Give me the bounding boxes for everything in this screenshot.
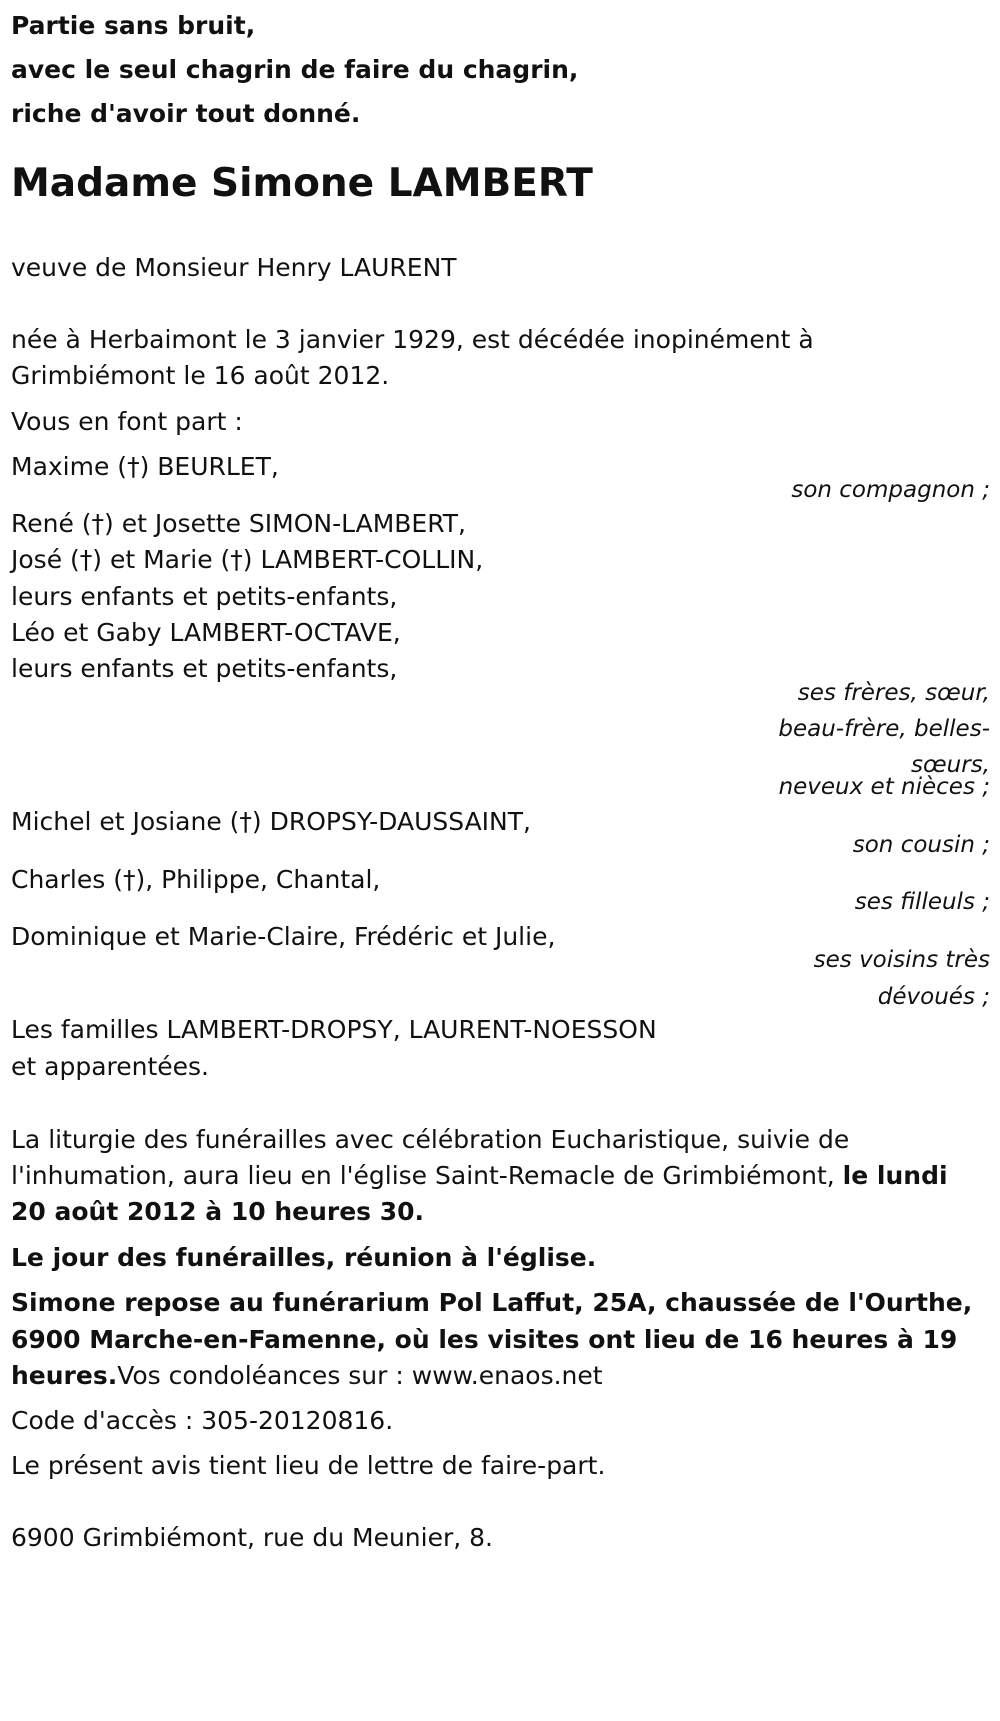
godchildren-role: ses filleuls ; — [854, 889, 990, 915]
condolences: Vos condoléances sur : www.enaos.net — [117, 1361, 603, 1390]
funeral-date: 20 août 2012 à 10 heures 30. — [11, 1197, 425, 1226]
siblings-role-line-1: ses frères, sœur, — [797, 680, 990, 706]
siblings-line-4: Léo et Gaby LAMBERT-OCTAVE, — [11, 618, 401, 647]
announce-intro: Vous en font part : — [11, 407, 243, 436]
birth-death-line-2: Grimbiémont le 16 août 2012. — [11, 361, 390, 390]
siblings-line-3: leurs enfants et petits-enfants, — [11, 582, 398, 611]
epigraph-line-2: avec le seul chagrin de faire du chagrin, — [11, 55, 579, 84]
siblings-role-line-2: beau-frère, belles- — [778, 716, 990, 742]
rest-line-1: Simone repose au funérarium Pol Laffut, 25A, chaussée de l'Ourthe, — [11, 1288, 973, 1317]
siblings-line-2: José (†) et Marie (†) LAMBERT-COLLIN, — [11, 545, 484, 574]
meeting-note: Le jour des funérailles, réunion à l'église. — [11, 1243, 597, 1272]
neighbors-role-line-2: dévoués ; — [877, 984, 990, 1010]
rest-line-2: 6900 Marche-en-Famenne, où les visites ont lieu de 16 heures à 19 — [11, 1325, 958, 1354]
siblings-line-1: René (†) et Josette SIMON-LAMBERT, — [11, 509, 466, 538]
cousin-role: son cousin ; — [852, 832, 990, 858]
funeral-line-2 — [11, 1156, 948, 1196]
siblings-line-5: leurs enfants et petits-enfants, — [11, 654, 398, 683]
notice: Le présent avis tient lieu de lettre de faire-part. — [11, 1451, 606, 1480]
siblings-role-line-3: sœurs, — [911, 752, 990, 778]
families-line-1: Les familles LAMBERT-DROPSY, LAURENT-NOESSON — [11, 1015, 657, 1044]
rest-line-3 — [11, 1356, 603, 1396]
funeral-line-2-text: l'inhumation, aura lieu en l'église Saint-Remacle de Grimbiémont, — [11, 1161, 835, 1190]
godchildren-name: Charles (†), Philippe, Chantal, — [11, 865, 381, 894]
companion-role: son compagnon ; — [791, 477, 990, 503]
birth-death-line-1: née à Herbaimont le 3 janvier 1929, est décédée inopinément à — [11, 325, 814, 354]
cousin-name: Michel et Josiane (†) DROPSY-DAUSSAINT, — [11, 807, 531, 836]
neighbors-role-line-1: ses voisins très — [813, 947, 990, 973]
companion-name: Maxime (†) BEURLET, — [11, 452, 279, 481]
siblings-role-line-4: neveux et nièces ; — [778, 774, 990, 800]
access-code: Code d'accès : 305-20120816. — [11, 1406, 394, 1435]
rest-line-3-bold: heures. — [11, 1361, 118, 1390]
funeral-date-start: le lundi — [842, 1161, 948, 1190]
funeral-line-1: La liturgie des funérailles avec célébration Eucharistique, suivie de — [11, 1125, 850, 1154]
address: 6900 Grimbiémont, rue du Meunier, 8. — [11, 1523, 494, 1552]
widow-of: veuve de Monsieur Henry LAURENT — [11, 253, 457, 282]
neighbors-name: Dominique et Marie-Claire, Frédéric et Julie, — [11, 922, 556, 951]
epigraph-line-3: riche d'avoir tout donné. — [11, 99, 361, 128]
epigraph-line-1: Partie sans bruit, — [11, 11, 256, 40]
families-line-2: et apparentées. — [11, 1052, 209, 1081]
deceased-name: Madame Simone LAMBERT — [11, 161, 593, 206]
